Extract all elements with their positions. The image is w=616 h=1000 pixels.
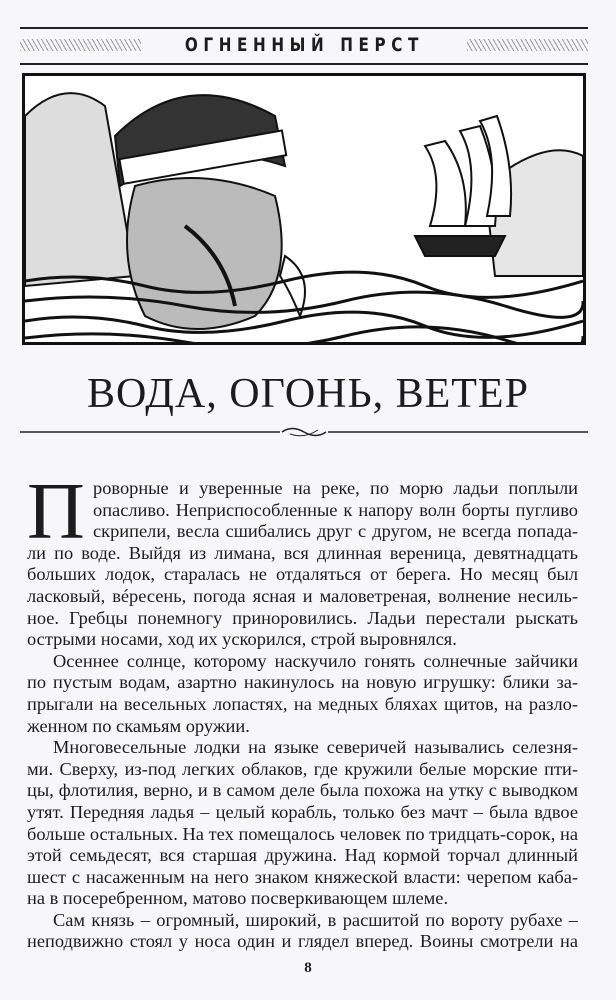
hatch-ornament [467,39,588,51]
text-line: ми. Сверху, из-под легких облаков, где кружили белые морские пти- [27,758,578,779]
text-line: этой семьдесят, вся старшая дружина. Над кормой торчал длинный [27,845,578,866]
text-line: Сам князь – огромный, широкий, в расшитой по вороту рубахе – [53,909,578,930]
body-text [27,468,578,953]
text-line: опасливо. Неприспособленные к напору волн борты пугливо [93,499,578,520]
text-line: Осеннее солнце, которому наскучило гонять солнечные зайчики [53,650,578,671]
text-line: ли по воде. Выйдя из лимана, вся длинная вереница, девятнадцать [27,542,578,563]
text-line: цы, флотилия, верно, и в самом деле была похожа на утку с выводком [27,780,578,801]
text-line: скрипели, весла сшибались друг с другом, не всегда попада- [93,521,578,542]
page-number: 8 [304,960,312,976]
text-line: острыми носами, ход их ускорился, строй выровнялся. [27,629,457,650]
text-line: Многовесельные лодки на языке северичей назывались селезня- [53,737,578,758]
running-head [20,31,588,59]
header-rule-bottom [20,63,588,65]
text-line: на в посеребренном, матово посверкивающем шлеме. [27,888,449,909]
header-rule-top [20,27,588,29]
text-line: утят. Передняя ладья – целый корабль, только без мачт – была вдвое [27,801,578,822]
drop-cap: П [27,468,85,556]
chapter-title: ВОДА, ОГОНЬ, ВЕТЕР [87,371,529,417]
text-line: больших лодок, старалась не отдаляться от берега. Но месяц был [27,564,578,585]
hatch-ornament [20,39,141,51]
text-line: ное. Гребцы понемногу приноровились. Ладьи перестали рыскать [27,607,578,628]
text-line: неподвижно стоял у носа один и глядел вперед. Воины смотрели на [27,931,578,952]
ornament-divider [20,425,588,439]
text-line: по пустым водам, азартно накинулось на новую игрушку: блики за- [27,672,578,693]
text-line: роворные и уверенные на реке, по морю ладьи поплыли [93,478,578,498]
text-line: шест с насаженным на него знаком княжеской власти: черепом каба- [27,866,578,887]
text-line: прыгали на весельных лопастях, на медных бляхах щитов, на разло- [27,693,578,714]
running-head-title: ОГНЕННЫЙ ПЕРСТ [184,34,424,56]
text-line: ласковый, вéресень, погода ясная и маловетреная, волнение несиль- [27,585,578,606]
text-line: женном по скамьям оружии. [27,715,250,736]
chapter-illustration [22,73,586,345]
text-line: больше остальных. На тех помещалось человек по тридцать-сорок, на [27,823,578,844]
